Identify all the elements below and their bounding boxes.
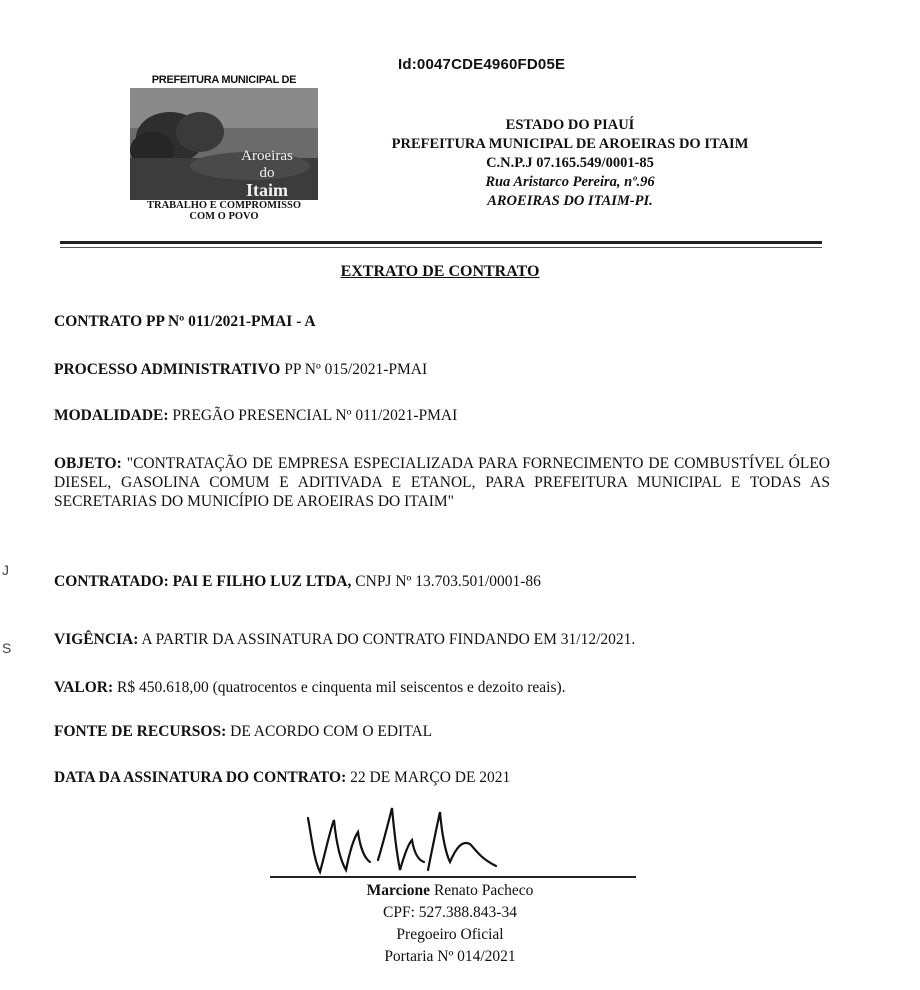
logo-motto-line2: COM O POVO bbox=[189, 211, 259, 222]
valor-value: R$ 450.618,00 (quatrocentos e cinquenta mil seiscentos e dezoito reais). bbox=[113, 679, 566, 696]
header-cnpj: C.N.P.J 07.165.549/0001-85 bbox=[486, 155, 654, 171]
signatory-name-bold: Marcione bbox=[366, 882, 431, 899]
logo-motto-line1: TRABALHO E COMPROMISSO bbox=[146, 200, 301, 211]
signatory-name-rest: Renato Pacheco bbox=[430, 882, 534, 899]
logo-motto bbox=[126, 200, 322, 222]
signatory-name bbox=[260, 880, 640, 902]
signatory-cpf: CPF: 527.388.843-34 bbox=[383, 904, 517, 921]
modalidade-line bbox=[54, 406, 834, 425]
header-divider bbox=[60, 241, 822, 244]
valor-label: VALOR: bbox=[54, 679, 114, 696]
contratado-value: CNPJ Nº 13.703.501/0001-86 bbox=[351, 573, 541, 590]
contratado-line bbox=[54, 572, 834, 591]
contrato-line bbox=[54, 312, 834, 331]
margin-mark-2: S bbox=[2, 640, 12, 656]
objeto-value: "CONTRATAÇÃO DE EMPRESA ESPECIALIZADA PARA FORNECIMENTO DE COMBUSTÍVEL ÓLEO DIESEL, GASOLINA COMUM E ADITIVADA E ETANOL, PARA PREFEITURA MUNICIPAL E TODAS AS SECRETARIAS DO MUNICÍPIO DE AROEIRAS DO ITAIM" bbox=[54, 455, 830, 510]
contrato-label: CONTRATO PP Nº 011/2021-PMAI - A bbox=[54, 313, 316, 330]
fonte-value: DE ACORDO COM O EDITAL bbox=[226, 723, 433, 740]
document-title: EXTRATO DE CONTRATO bbox=[340, 263, 540, 280]
logo-town-line3: Itaim bbox=[246, 180, 288, 200]
vigencia-label: VIGÊNCIA: bbox=[54, 631, 139, 648]
signatory-info bbox=[260, 880, 640, 968]
letterhead bbox=[360, 116, 780, 211]
municipal-logo bbox=[126, 74, 322, 234]
header-city: AROEIRAS DO ITAIM-PI. bbox=[487, 193, 653, 209]
objeto-label: OBJETO: bbox=[54, 455, 122, 472]
header-divider-thin bbox=[60, 247, 822, 248]
margin-mark-1: J bbox=[2, 562, 9, 578]
header-prefeitura: PREFEITURA MUNICIPAL DE AROEIRAS DO ITAIM bbox=[391, 136, 749, 152]
logo-landscape-image bbox=[130, 88, 318, 200]
modalidade-value: PREGÃO PRESENCIAL Nº 011/2021-PMAI bbox=[168, 407, 458, 424]
contratado-label: CONTRATADO: PAI E FILHO LUZ LTDA, bbox=[54, 573, 352, 590]
logo-top-text: PREFEITURA MUNICIPAL DE bbox=[151, 74, 297, 86]
data-assinatura-line bbox=[54, 768, 834, 787]
data-assinatura-value: 22 DE MARÇO DE 2021 bbox=[346, 769, 511, 786]
signature-block bbox=[260, 800, 640, 980]
document-id: Id:0047CDE4960FD05E bbox=[398, 56, 566, 73]
processo-line bbox=[54, 360, 834, 379]
processo-label: PROCESSO ADMINISTRATIVO bbox=[54, 361, 281, 378]
objeto-paragraph bbox=[54, 454, 830, 511]
vigencia-value: A PARTIR DA ASSINATURA DO CONTRATO FINDANDO EM 31/12/2021. bbox=[138, 631, 636, 648]
logo-town-line1: Aroeiras bbox=[241, 148, 293, 164]
logo-town-name bbox=[222, 148, 312, 199]
signature-line bbox=[270, 876, 636, 878]
processo-value: PP Nº 015/2021-PMAI bbox=[280, 361, 428, 378]
vigencia-line bbox=[54, 630, 834, 649]
header-state: ESTADO DO PIAUÍ bbox=[505, 117, 635, 133]
logo-town-line2: do bbox=[259, 165, 275, 181]
valor-line bbox=[54, 678, 834, 697]
fonte-label: FONTE DE RECURSOS: bbox=[54, 723, 227, 740]
fonte-line bbox=[54, 722, 834, 741]
signatory-role: Pregoeiro Oficial bbox=[396, 926, 504, 943]
header-address: Rua Aristarco Pereira, nº.96 bbox=[485, 174, 655, 190]
signatory-portaria: Portaria Nº 014/2021 bbox=[384, 948, 516, 965]
data-assinatura-label: DATA DA ASSINATURA DO CONTRATO: bbox=[54, 769, 347, 786]
modalidade-label: MODALIDADE: bbox=[54, 407, 169, 424]
